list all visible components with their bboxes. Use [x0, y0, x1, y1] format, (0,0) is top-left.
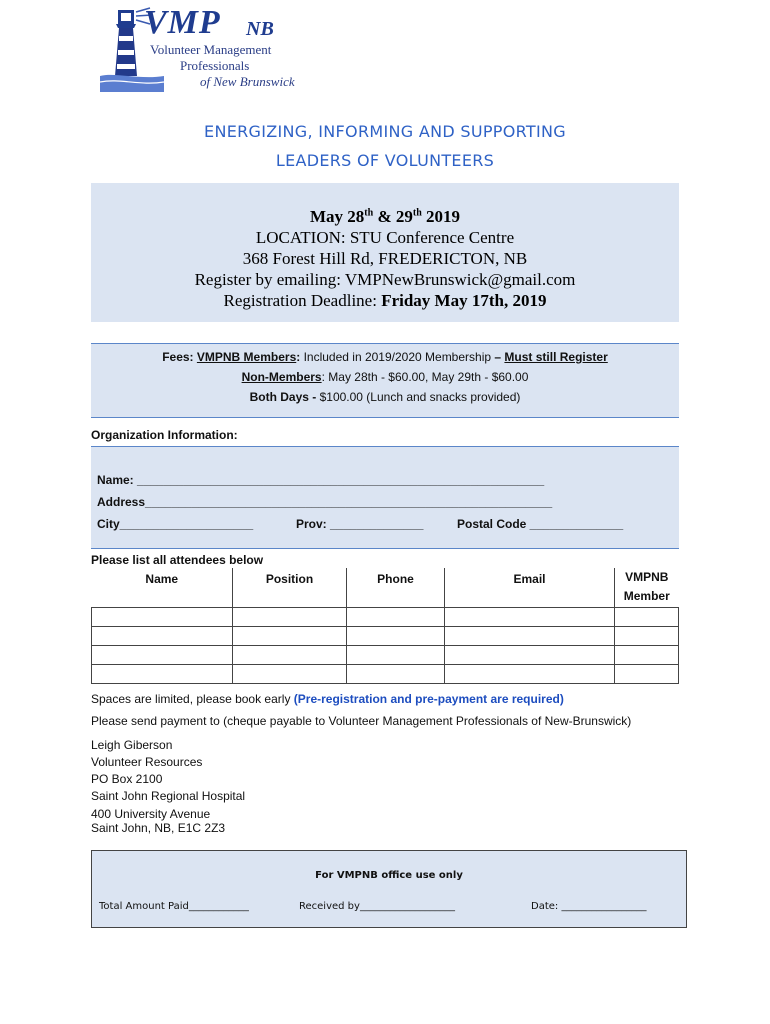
mailing-address-line-1: Leigh Giberson: [91, 738, 173, 752]
table-cell[interactable]: [347, 608, 445, 627]
org-info-box: [91, 446, 679, 549]
date-field[interactable]: Date: _________________: [531, 901, 647, 912]
table-cell[interactable]: [615, 665, 679, 684]
event-location: LOCATION: STU Conference Centre: [255, 228, 515, 247]
table-cell[interactable]: [445, 665, 615, 684]
fees-members-line: Fees: VMPNB Members: Included in 2019/2020 Membership – Must still Register: [162, 350, 608, 364]
fees-both-days-line: Both Days - $100.00 (Lunch and snacks provided): [249, 390, 521, 404]
event-address: 368 Forest Hill Rd, FREDERICTON, NB: [242, 249, 528, 268]
page-heading-line-1: ENERGIZING, INFORMING AND SUPPORTING: [204, 122, 566, 141]
event-date: May 28th & 29th 2019: [309, 207, 461, 226]
org-prov-field[interactable]: Prov: ______________: [296, 517, 424, 531]
mailing-address-line-2: Volunteer Resources: [91, 755, 203, 769]
received-by-field[interactable]: Received by___________________: [299, 901, 455, 912]
table-cell[interactable]: [233, 608, 347, 627]
logo-line-1: Volunteer Management: [150, 42, 272, 57]
logo-line-3: of New Brunswick: [200, 74, 295, 89]
attendees-table: [91, 568, 679, 684]
payment-instructions: Please send payment to (cheque payable to Volunteer Management Professionals of New-Brunswick): [91, 714, 632, 728]
office-use-box: [91, 850, 687, 928]
table-cell[interactable]: [233, 646, 347, 665]
table-cell[interactable]: [445, 608, 615, 627]
column-header-position: Position: [233, 568, 347, 608]
table-row: [92, 665, 679, 684]
table-cell[interactable]: [92, 608, 233, 627]
page-heading-line-2: LEADERS OF VOLUNTEERS: [275, 151, 495, 170]
office-use-title: For VMPNB office use only: [315, 870, 463, 881]
fees-nonmembers-line: Non-Members: May 28th - $60.00, May 29th - $60.00: [241, 370, 529, 384]
mailing-address-line-5: 400 University Avenue: [91, 807, 211, 821]
org-postal-code-field[interactable]: Postal Code ______________: [457, 517, 624, 531]
event-register-email: Register by emailing: VMPNewBrunswick@gmail.com: [194, 270, 576, 289]
mailing-address-line-3: PO Box 2100: [91, 772, 163, 786]
table-cell[interactable]: [347, 646, 445, 665]
table-row: [92, 627, 679, 646]
table-cell[interactable]: [92, 646, 233, 665]
event-details-box: [91, 183, 679, 322]
mailing-address-line-4: Saint John Regional Hospital: [91, 789, 246, 803]
mailing-address-line-6: Saint John, NB, E1C 2Z3: [91, 821, 226, 835]
vmpnb-logo: [100, 6, 330, 92]
logo-title: VMP: [144, 4, 221, 41]
total-amount-paid-field[interactable]: Total Amount Paid____________: [99, 901, 249, 912]
table-cell[interactable]: [347, 627, 445, 646]
org-name-field[interactable]: Name: _____________________________________________________________: [97, 473, 545, 487]
table-cell[interactable]: [347, 665, 445, 684]
org-address-field[interactable]: Address_____________________________________________________________: [97, 495, 553, 509]
table-cell[interactable]: [92, 665, 233, 684]
table-cell[interactable]: [233, 665, 347, 684]
table-row: [92, 646, 679, 665]
table-cell[interactable]: [92, 627, 233, 646]
table-cell[interactable]: [615, 627, 679, 646]
spaces-limited-note: Spaces are limited, please book early (Pre-registration and pre-payment are required): [91, 692, 564, 706]
table-cell[interactable]: [615, 608, 679, 627]
column-header-phone: Phone: [347, 568, 445, 608]
table-cell[interactable]: [445, 627, 615, 646]
table-cell[interactable]: [615, 646, 679, 665]
attendees-title: Please list all attendees below: [91, 553, 264, 567]
column-header-email: Email: [445, 568, 615, 608]
org-info-title: Organization Information:: [91, 428, 238, 442]
logo-suffix: NB: [246, 18, 274, 40]
table-row: [92, 608, 679, 627]
column-header-name: Name: [92, 568, 233, 608]
table-cell[interactable]: [445, 646, 615, 665]
logo-line-2: Professionals: [180, 58, 250, 73]
fees-box: [91, 343, 679, 418]
table-cell[interactable]: [233, 627, 347, 646]
event-deadline: Registration Deadline: Friday May 17th, 2019: [223, 291, 547, 310]
org-city-field[interactable]: City____________________: [97, 517, 254, 531]
column-header-vmpnb-member: VMPNB Member: [615, 568, 679, 608]
